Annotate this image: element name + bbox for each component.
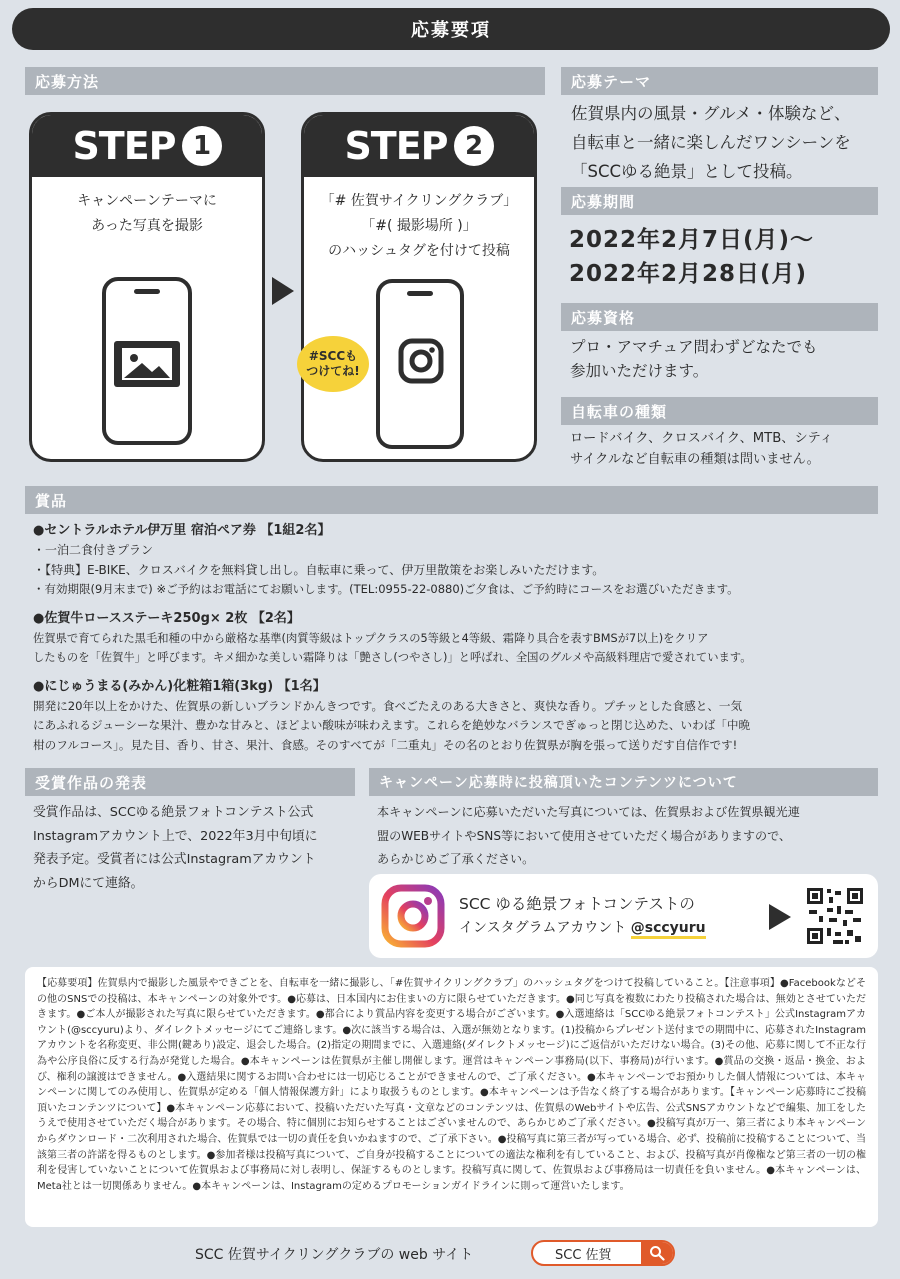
prize-mikan-line3: 柑のフルコース」。見た目、香り、甘さ、果汁、食感。そのすべてが「二重丸」その名のとおり佐賀県が胸を張って送りだす自信作です! bbox=[33, 737, 738, 752]
eligibility-text bbox=[570, 335, 880, 383]
bikes-text bbox=[570, 428, 880, 470]
theme-heading: 応募テーマ bbox=[561, 67, 878, 95]
prize-hotel-line2: ・【特典】E-BIKE、クロスバイクを無料貸し出し。自転車に乗って、伊万里散策をお楽しみいただけます。 bbox=[33, 562, 605, 577]
search-icon bbox=[649, 1245, 665, 1261]
bikes-heading: 自転車の種類 bbox=[561, 397, 878, 425]
announce-heading: 受賞作品の発表 bbox=[25, 768, 355, 796]
step2-header bbox=[304, 115, 534, 177]
step1-line2: あった写真を撮影 bbox=[91, 218, 203, 234]
website-search-box[interactable] bbox=[531, 1240, 675, 1266]
prize-beef-title: ●佐賀牛ロースステーキ250g× 2枚 【2名】 bbox=[33, 610, 300, 626]
prize-mikan-title: ●にじゅうまる(みかん)化粧箱1箱(3kg) 【1名】 bbox=[33, 678, 326, 694]
page-title: 応募要項 bbox=[12, 8, 890, 50]
instagram-handle[interactable]: @sccyuru bbox=[631, 920, 706, 939]
eligibility-line1: プロ・アマチュア問わずどなたでも bbox=[570, 338, 818, 356]
play-arrow-icon bbox=[769, 904, 791, 930]
instagram-icon bbox=[398, 338, 444, 384]
arrow-right-icon bbox=[270, 277, 296, 305]
bikes-line2: サイクルなど自転車の種類は問いません。 bbox=[570, 452, 820, 467]
step1-header bbox=[32, 115, 262, 177]
step2-card bbox=[301, 112, 537, 462]
instagram-card-line2 bbox=[459, 916, 706, 940]
step2-line2: 「#( 撮影場所 )」 bbox=[361, 218, 477, 234]
theme-line3: 「SCCゆる絶景」として投稿。 bbox=[571, 162, 803, 181]
contents-line3: あらかじめご了承ください。 bbox=[377, 852, 535, 866]
bubble-line1: #SCCも bbox=[308, 349, 358, 363]
prize-beef-line2: したものを「佐賀牛」と呼びます。キメ細かな美しい霜降りは「艶さし(つやさし)」と呼ばれ、全国のグルメや高級料理店で愛されています。 bbox=[33, 651, 752, 664]
hashtag-bubble bbox=[297, 336, 369, 392]
notes-text: 【応募要項】佐賀県内で撮影した風景やできごとを、自転車を一緒に撮影し、「#佐賀サイクリングクラブ」のハッシュタグをつけて投稿していること。【注意事項】●Facebookなどその他のSNSでの投稿は、本キャンペーンの対象外です。●応募は、日本国内にお住まいの方に限らせていただきます。●同じ写真を複数にわたり投稿された場合は、無効とさせていただきます。●ご本人が撮影された写真に限らせていただきます。●都合により賞品内容を変更する場合がございます。●入選連絡は「SCCゆる絶景フォトコンテスト」公式Instagramアカウント(@sccyuru)より、ダイレクトメッセージにてご連絡します。●次に該当する場合は、入選が無効となります。(1)投稿からプレゼント送付までの期間中に、応募されたInstagramアカウントを名称変更、非公開(鍵あり)設定、退会した場合。(2)指定の期間までに、入選連絡(ダイレクトメッセージ)にご返信がいただけない場合。(3)その他、応募に関して不正な行為や公序良俗に反する行為が発覚した場合。●本キャンペーンは佐賀県が主催し開催します。運営はキャンペーン事務局(以下、事務局)が行います。●賞品の交換・返品・換金、および、権利の譲渡はできません。●入選結果に関するお問い合わせには一切応じることができませんので、ご了承ください。●本キャンペーンでお預かりした個人情報については、本キャンペーンに関してのみ使用し、佐賀県が定める「個人情報保護方針」により取扱うものとします。●本キャンペーンは予告なく終了する場合があります。【キャンペーン応募時にご投稿頂いたコンテンツについて】●本キャンペーン応募において、投稿いただいた写真・文章などのコンテンツは、佐賀県のWebサイトや広告、公式SNSアカウントなどで編集、加工をしたうえで使用させていただく場合があります。その場合、特に個別にお知らせすることはございませんので、あらかじめご了承ください。●投稿写真が万一、第三者により本キャンペーンからダウンロード・二次利用された場合、佐賀県では一切の責任を負いかねますので、ご了承下さい。●投稿写真に第三者が写っている場合、必ず、投稿前に投稿することについて、当該第三者の許諾を得るものとします。●参加者様は投稿写真について、ご自身が投稿することについての適法な権利を有していること、および、投稿写真が肖像権など第三者の一切の権利を侵害していないことについて佐賀県および事務局に対し表明し、保証するものとします。投稿写真に関して、佐賀県および事務局は一切責任を負いません。●本キャンペーンは、Meta社とは一切関係ありません。●本キャンペーンは、Instagramの定めるプロモーションガイドラインに則って運営いたします。 bbox=[37, 978, 866, 1192]
announce-line3: 発表予定。受賞者には公式Instagramアカウント bbox=[33, 852, 316, 867]
footer-label: SCC 佐賀サイクリングクラブの web サイト bbox=[195, 1247, 474, 1263]
step2-label: STEP bbox=[344, 124, 448, 168]
prize-mikan-line1: 開発に20年以上をかけた、佐賀県の新しいブランドかんきつです。食べごたえのある大きさと、爽快な香り。プチッとした食感と、一気 bbox=[33, 698, 743, 713]
prize-item-mikan bbox=[33, 676, 878, 756]
contents-text bbox=[377, 801, 882, 872]
search-button[interactable] bbox=[641, 1242, 673, 1264]
step2-line3: のハッシュタグを付けて投稿 bbox=[328, 243, 510, 259]
announce-line4: からDMにて連絡。 bbox=[33, 875, 144, 891]
theme-text bbox=[571, 99, 881, 186]
step1-number: 1 bbox=[182, 126, 222, 166]
step2-text bbox=[304, 189, 534, 264]
instagram-logo-icon bbox=[381, 884, 445, 948]
period-heading: 応募期間 bbox=[561, 187, 878, 215]
prize-hotel-title: ●セントラルホテル伊万里 宿泊ペア券 【1組2名】 bbox=[33, 523, 331, 538]
theme-line2: 自転車と一緒に楽しんだワンシーンを bbox=[571, 133, 851, 152]
instagram-card-line1: SCC ゆる絶景フォトコンテストの bbox=[459, 895, 695, 913]
step2-number: 2 bbox=[454, 126, 494, 166]
instagram-account-card[interactable] bbox=[369, 874, 878, 958]
period-end: 2022年2月28日(月) bbox=[569, 261, 808, 287]
announce-line2: Instagramアカウント上で、2022年3月中旬頃に bbox=[33, 828, 318, 844]
prize-hotel-line3: ・有効期限(9月末まで) ※ご予約はお電話にてお願いします。(TEL:0955-22-0880)ご夕食は、ご予約時にコースをお選びいただきます。 bbox=[33, 582, 739, 596]
announce-line1: 受賞作品は、SCCゆる絶景フォトコンテスト公式 bbox=[33, 805, 314, 820]
prize-item-hotel bbox=[33, 520, 878, 600]
instagram-card-label: インスタグラムアカウント bbox=[459, 920, 631, 936]
image-icon bbox=[114, 341, 180, 387]
bikes-line1: ロードバイク、クロスバイク、MTB、シティ bbox=[570, 431, 833, 446]
phone-instagram-icon bbox=[376, 279, 464, 449]
step1-text bbox=[32, 189, 262, 239]
step1-line1: キャンペーンテーマに bbox=[77, 193, 217, 209]
method-heading: 応募方法 bbox=[25, 67, 545, 95]
contents-line1: 本キャンペーンに応募いただいた写真については、佐賀県および佐賀県観光連 bbox=[377, 805, 800, 819]
step2-line1: 「# 佐賀サイクリングクラブ」 bbox=[320, 193, 518, 209]
bubble-line2: つけてね! bbox=[306, 364, 360, 378]
phone-photo-icon bbox=[102, 277, 192, 445]
search-input[interactable]: SCC 佐賀 bbox=[555, 1248, 612, 1263]
instagram-card-text bbox=[459, 892, 706, 940]
prize-mikan-line2: にあふれるジューシーな果汁、豊かな甘みと、ほどよい酸味が味わえます。これらを絶妙なバランスでぎゅっと閉じ込めた、いわば「中晩 bbox=[33, 718, 751, 732]
contents-line2: 盟のWEBサイトやSNS等において使用させていただく場合がありますので、 bbox=[377, 828, 792, 843]
eligibility-heading: 応募資格 bbox=[561, 303, 878, 331]
prize-hotel-line1: ・一泊二食付きプラン bbox=[33, 543, 154, 557]
prizes-heading: 賞品 bbox=[25, 486, 878, 514]
prize-item-beef bbox=[33, 608, 878, 668]
eligibility-line2: 参加いただけます。 bbox=[570, 362, 709, 380]
period-dates bbox=[569, 223, 879, 291]
qr-code-icon[interactable] bbox=[805, 886, 865, 946]
prize-list bbox=[33, 520, 878, 755]
prize-beef-line1: 佐賀県で育てられた黒毛和種の中から厳格な基準(肉質等級はトップクラスの5等級と4等級、霜降り具合を表すBMSが7以上)をクリア bbox=[33, 631, 709, 645]
step1-card bbox=[29, 112, 265, 462]
announce-text bbox=[33, 801, 358, 895]
notes-box bbox=[25, 967, 878, 1227]
theme-line1: 佐賀県内の風景・グルメ・体験など、 bbox=[571, 104, 851, 123]
step1-label: STEP bbox=[72, 124, 176, 168]
contents-heading: キャンペーン応募時に投稿頂いたコンテンツについて bbox=[369, 768, 878, 796]
period-start: 2022年2月7日(月)〜 bbox=[569, 227, 815, 253]
